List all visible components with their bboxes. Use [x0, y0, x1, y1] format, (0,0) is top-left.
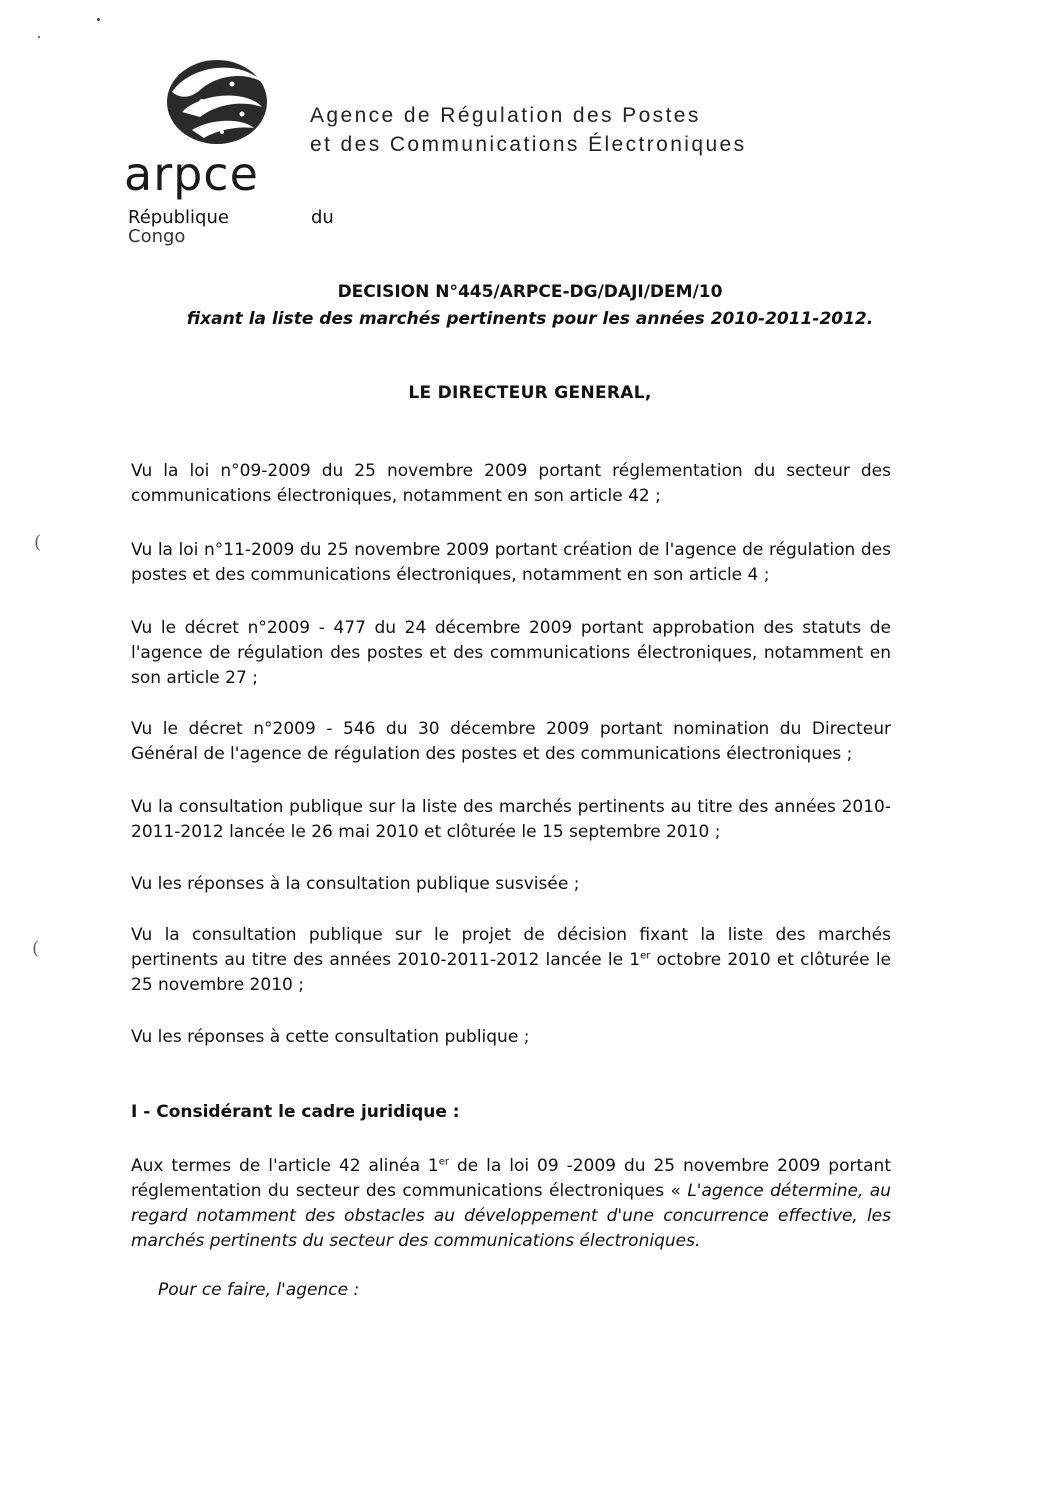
visa-paragraph: Vu la loi n°09-2009 du 25 novembre 2009 portant réglementation du secteur des communications électroniques, notamment en son article 42 ;: [131, 461, 891, 506]
margin-mark: (: [32, 938, 40, 959]
visa-paragraph: Vu le décret n°2009 - 546 du 30 décembre 2009 portant nomination du Directeur Général de l'agence de régulation des postes et des communications électroniques ;: [131, 719, 891, 764]
visa-text-end: octobre 2010 et clôturée le 25 novembre 2010 ;: [131, 950, 892, 995]
section-text-middle: de la loi 09 -2009 du 25 novembre 2009 portant réglementation du secteur des communications électroniques «: [131, 1156, 891, 1201]
superscript-er: er: [640, 950, 651, 962]
section-heading: I - Considérant le cadre juridique :: [131, 1102, 460, 1122]
agency-name-line2: et des Communications Électroniques: [310, 133, 747, 156]
superscript-er: er: [438, 1156, 450, 1168]
scan-speck: [97, 18, 100, 21]
decision-number: DECISION N°445/ARPCE-DG/DAJI/DEM/10: [337, 282, 723, 302]
republic-du: du: [311, 207, 334, 228]
director-heading: LE DIRECTEUR GENERAL,: [408, 383, 652, 403]
visa-paragraph: Vu la loi n°11-2009 du 25 novembre 2009 portant création de l'agence de régulation des postes et des communications électroniques, notamment en son article 4 ;: [131, 540, 891, 585]
scan-speck: [38, 36, 40, 38]
visa-paragraph: [131, 923, 891, 998]
arpce-logo: [122, 52, 294, 200]
pour-ce-faire: Pour ce faire, l'agence :: [158, 1280, 360, 1300]
republic-cut-word: Congo: [128, 226, 186, 247]
republic-label: République: [128, 207, 229, 228]
margin-mark: (: [34, 532, 42, 553]
visa-paragraph: Vu les réponses à cette consultation publique ;: [131, 1027, 530, 1047]
section-paragraph: [131, 1154, 891, 1254]
svg-text:arpce: arpce: [124, 147, 259, 201]
section-text-start: Aux termes de l'article 42 alinéa 1: [131, 1156, 439, 1176]
visa-paragraph: Vu la consultation publique sur la liste des marchés pertinents au titre des années 2010-2011-2012 lancée le 26 mai 2010 et clôturée le 15 septembre 2010 ;: [131, 797, 891, 842]
republic-cut-text: [128, 226, 198, 247]
decision-subtitle: fixant la liste des marchés pertinents pour les années 2010-2011-2012.: [186, 309, 874, 329]
section-quote: L'agence détermine, au regard notamment des obstacles au développement d'une concurrence effective, les marchés pertinents du secteur des communications électroniques.: [131, 1181, 891, 1251]
visa-paragraph: Vu le décret n°2009 - 477 du 24 décembre 2009 portant approbation des statuts de l'agence de régulation des postes et des communications électroniques, notamment en son article 27 ;: [131, 618, 891, 688]
visa-paragraph: Vu les réponses à la consultation publique susvisée ;: [131, 874, 580, 894]
agency-name: [310, 101, 747, 159]
visa-text-start: Vu la consultation publique sur le projet de décision fixant la liste des marchés pertinents au titre des années 2010-2011-2012 lancée le 1: [131, 925, 891, 970]
agency-name-line1: Agence de Régulation des Postes: [310, 104, 701, 127]
